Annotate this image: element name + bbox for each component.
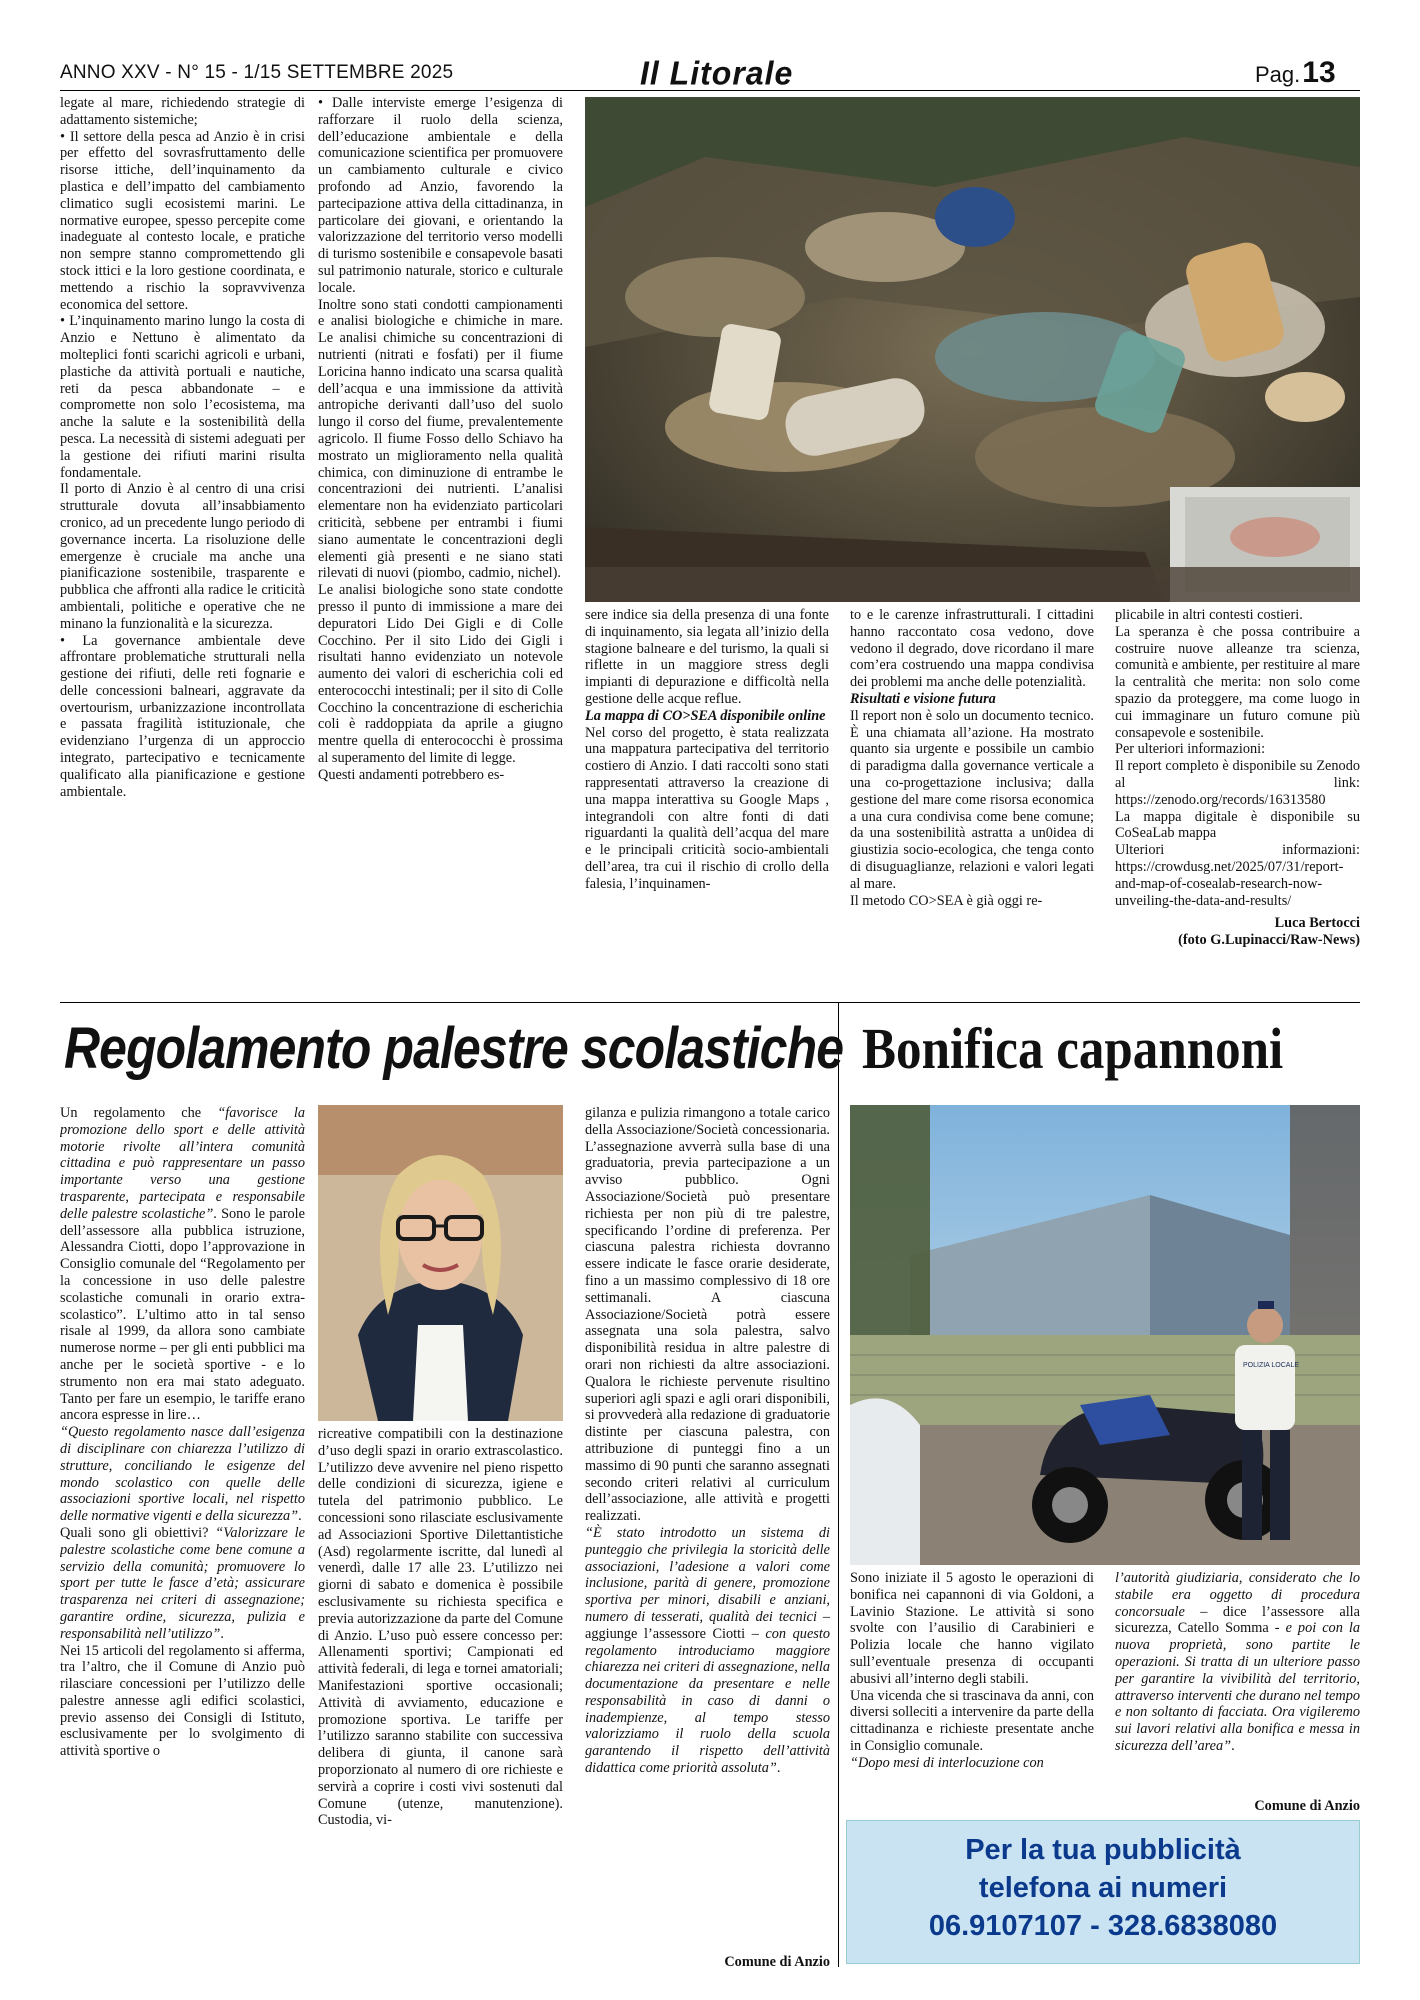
paragraph: La mappa digitale è disponibile su CoSeaLab mappa (1115, 808, 1360, 842)
paragraph: • Dalle interviste emerge l’esigenza di rafforzare il ruolo della scienza, dell’educazione ambientale e della comunicazione scientifica per promuovere un cambiamento culturale e civico profondo ad Anzio, favorendo la partecipazione attiva della cittadinanza, in particolare dei giovani, e orientando la valorizzazione del territorio verso modelli di turismo sostenibile e consapevole basati sul patrimonio naturale, storico e culturale locale. (318, 95, 563, 296)
paragraph: Le analisi biologiche sono state condotte presso il punto di immissione a mare dei depuratori Lido Dei Gigli e di Colle Cocchino. Per il sito Lido dei Gigli i risultati hanno evidenziato un notevole aumento dei valori di escherichia coli ed enterococchi intestinali; per il sito di Colle Cocchino la concentrazione di escherichia coli è raddoppiata da aprile a giugno mentre quella di enterococchi è prossima al superamento del limite di legge. (318, 582, 563, 767)
paragraph: plicabile in altri contesti costieri. (1115, 607, 1303, 623)
palestre-col1: Un regolamento che “favorisce la promozione dello sport e delle attività motorie rivolte all’intera comunità cittadina e può rappresentare un passo importante verso una gestione trasparente, partecipata e responsabile delle palestre scolastiche”. Sono le parole dell’assessore alla pubblica istruzione, Alessandra Ciotti, dopo l’approvazione in Consiglio comunale del “Regolamento per la concessione in uso delle palestre scolastiche comunali in orario extra-scolastico”. L’ultimo atto in tal senso risale al 1999, da allora sono cambiate numerose norme – per gli enti pubblici ma anche per le società sportive - e lo strumento non era mai stato adeguato. Tanto per fare un esempio, le tariffe erano ancora espresse in lire… “Questo regolamento nasce dall’esigenza di disciplinare con chiarezza l’utilizzo di strutture, conciliando le esigenze del mondo scolastico con quelle delle associazioni sportive locali, nel rispetto delle normative vigenti e della sicurezza”. Quali sono gli obiettivi? “Valorizzare le palestre scolastiche come bene comune a servizio della comunità; promuovere lo sport per tutte le fasce d’età; assicurare trasparenza nei criteri di assegnazione; garantire ordine, sicurezza, pulizia e responsabilità nell’utilizzo”. Nei 15 articoli del regolamento si afferma, tra l’altro, che il Comune di Anzio può rilasciare concessioni per l’utilizzo delle palestre annesse agli edifici scolastici, previo assenso dei Consigli di Istituto, esclusivamente per lo svolgimento di attività sportive o (60, 1105, 305, 1760)
page-number: Pag.13 (1255, 56, 1336, 89)
top-article-col5 (1115, 607, 1360, 990)
map-section-heading: La mappa di CO>SEA disponibile online (585, 707, 826, 724)
paragraph: Il report completo è disponibile su Zenodo al link: https://zenodo.org/records/16313580 (1115, 758, 1360, 808)
paragraph: Il porto di Anzio è al centro di una crisi strutturale dovuta all’insabbiamento cronico, ad un precedente lungo periodo di governance incerta. La risoluzione delle emergenze è cruciale ma anche una pianificazione sostenibile, trasparente e pubblica che affronti alla radice le criticità ambientali, politiche e operative che ne minano la funzionalità e la sicurezza. (60, 481, 305, 632)
photo-credit: (foto G.Lupinacci/Raw-News) (1178, 932, 1360, 949)
column-divider (838, 1002, 839, 1967)
advertising-box (846, 1820, 1360, 1964)
palestre-col2: ricreative compatibili con la destinazione d’uso degli spazi in orario extrascolastico. L’utilizzo deve avvenire nel pieno rispetto delle condizioni di sicurezza, igiene e tutela del patrimonio pubblico. Le concessioni sono rilasciate esclusivamente ad Associazioni Sportive Dilettantistiche (Asd) regolarmente iscritte, dal lunedì al venerdì, dalle 17 alle 23. L’utilizzo nei giorni di sabato e domenica è possibile esclusivamente su richiesta specifica e previa autorizzazione da parte del Comune di Anzio. L’uso può essere concesso per: Allenamenti sportivi; Campionati ed attività federali, di lega e tornei amatoriali; Manifestazioni sportive occasionali; Attività di avviamento, educazione e promozione sportiva. Le tariffe per l’utilizzo saranno stabilite con successiva delibera di giunta, il canone sarà proporzionato al numero di ore richieste e servirà a coprire i costi vivi sostenuti dal Comune (utenze, manutenzione). Custodia, vi- (318, 1426, 563, 1829)
author-name: Luca Bertocci (1274, 915, 1360, 932)
top-article-col1 (60, 95, 305, 990)
issue-info: ANNO XXV - N° 15 - 1/15 SETTEMBRE 2025 (60, 62, 454, 83)
results-section-heading: Risultati e visione futura (850, 690, 996, 707)
palestre-title: Regolamento palestre scolastiche (64, 1016, 844, 1081)
paragraph: • L’inquinamento marino lungo la costa di Anzio e Nettuno è alimentato da molteplici fonti scarichi agricoli e urbani, plastiche da attività portuali e nautiche, reti da pesca abbandonate – e compromette non solo l’ecosistema, ma anche la salute e la sostenibilità della pesca. La necessità di sistemi adeguati per la gestione dei rifiuti marini risulta fondamentale. (60, 313, 305, 481)
paragraph: Inoltre sono stati condotti campionamenti e analisi biologiche e chimiche in mare. Le analisi chimiche su concentrazioni di nutrienti (nitrati e fosfati) per il fiume Loricina hanno indicato una scarsa qualità dell’acqua e una immissione da attività antropiche derivanti dall’uso del suolo lungo il corso del fiume, prevalentemente agricolo. Il fiume Fosso dello Schiavo ha mostrato un miglioramento nella qualità chimica, con diminuzione di entrambe le concentrazioni dei nutrienti. L’analisi elementare non ha evidenziato particolari criticità, sebbene per entrambi i fiumi siano aumentate le concentrazioni degli elementi già presenti e ne siano stati rilevati di nuovi (piombo, cadmio, nichel). (318, 296, 563, 582)
top-article-col4 (850, 607, 1094, 990)
bonifica-signature: Comune di Anzio (1254, 1798, 1360, 1814)
paragraph: Il metodo CO>SEA è già oggi re- (850, 892, 1043, 909)
masthead: Il Litorale (640, 54, 794, 92)
paragraph: Nel corso del progetto, è stata realizzata una mappatura partecipativa del territorio costiero di Anzio. I dati raccolti sono stati rappresentati attraverso la creazione di una mappa interattiva su Google Maps , integrandoli con altre fonti di dati riguardanti la qualità dell’acqua del mare e le principali criticità socio-ambientali dell’area, tra cui il rischio di crollo della falesia, l’inquinamen- (585, 724, 829, 892)
bonifica-col2: l’autorità giudiziaria, considerato che lo stabile era oggetto di procedura concorsuale – dice l’assessore alla sicurezza, Catello Somma - e poi con la nuova proprietà, sono partite le operazioni. Si tratta di un ulteriore passo per garantire la vivibilità del territorio, attraverso interventi che durano nel tempo e non soltanto di facciata. Ora vigileremo sui lavori relativi alla bonifica e messa in sicurezza dell’area”. (1115, 1570, 1360, 1754)
paragraph: Questi andamenti potrebbero es- (318, 766, 505, 783)
paragraph: legate al mare, richiedendo strategie di adattamento sistemiche; (60, 95, 305, 128)
palestre-col3: gilanza e pulizia rimangono a totale carico della Associazione/Società concessionaria. L’assegnazione avverrà sulla base di una graduatoria, previa partecipazione a un avviso pubblico. Ogni Associazione/Società può presentare richiesta per non più di tre palestre, specificando l’ordine di preferenza. Per ciascuna palestra richiesta dovranno essere indicate le fasce orarie desiderate, fino a un massimo complessivo di 18 ore settimanali. A ciascuna Associazione/Società potrà essere assegnata una sola palestra, salvo disponibilità residua in altre palestre di orari non richiesti da altre associazioni. Qualora le richieste pervenute risultino superiori agli spazi e agli orari disponibili, si provvederà alla redazione di graduatorie distinte per ciascuna palestra, con attribuzione di punteggi fino a un massimo di 90 punti che saranno assegnati secondo criteri relativi al curriculum dell’associazione, alle attività e progetti realizzati. “È stato introdotto un sistema di punteggio che privilegia la storicità delle associazioni, l’adesione a valori come inclusione, parità di genere, promozione sportiva per minori, disabili e anziani, numero di tesserati, qualità dei tecnici – aggiunge l’assessore Ciotti – con questo regolamento introduciamo maggiore chiarezza nei criteri di assegnazione, nella documentazione da presentare e nelle responsabilità in caso di danni o inadempienze, al tempo stesso valorizziamo il ruolo della scuola garantendo il rispetto dell’attività didattica come priorità assoluta”. (585, 1105, 830, 1777)
police-label: POLIZIA LOCALE (1243, 1362, 1300, 1369)
section-divider (60, 1002, 1360, 1003)
paragraph: La speranza è che possa contribuire a costruire nuove alleanze tra scienza, comunità e ambiente, per restituire al mare la centralità che merita: non solo come spazio da proteggere, ma come luogo in cui immaginare un futuro comune più consapevole e sostenibile. (1115, 623, 1360, 741)
waste-photo (585, 97, 1360, 602)
top-article-col3 (585, 607, 829, 990)
palestre-signature: Comune di Anzio (724, 1954, 830, 1970)
paragraph: sere indice sia della presenza di una fonte di inquinamento, sia legata all’inizio della stagione balneare e del turismo, la quali si riflette in un maggiore stress degli impianti di depurazione e difficoltà nella gestione delle acque reflue. (585, 607, 829, 707)
bonifica-col1: Sono iniziate il 5 agosto le operazioni di bonifica nei capannoni di via Goldoni, a Lavinio Stazione. Le attività si sono svolte con l’ausilio di Carabinieri e Polizia locale che hanno vigilato sull’eventuale presenza di occupanti abusivi all’interno degli stabili. Una vicenda che si trascinava da anni, con diversi solleciti a intervenire da parte della cittadinanza e richieste presentate anche in Consiglio comunale. “Dopo mesi di interlocuzione con (850, 1570, 1094, 1771)
bonifica-photo (850, 1105, 1360, 1565)
paragraph: to e le carenze infrastrutturali. I cittadini hanno raccontato cosa vedono, dove vedono il degrado, dove ricordano il mare com’era costruendo una mappa condivisa dei problemi ma anche delle potenzialità. (850, 607, 1094, 691)
bonifica-title: Bonifica capannoni (862, 1016, 1284, 1081)
ad-line1: Per la tua pubblicità (965, 1834, 1241, 1866)
paragraph: • La governance ambientale deve affrontare problematiche strutturali nella gestione dei rifiuti, delle reti fognarie e delle concessioni balneari, aggravate da overtourism, urbanizzazione incontrollata e passata fragilità istituzionale, che evidenziano l’urgenza di un approccio integrato, partecipativo e tecnicamente qualificato alla pianificazione e gestione ambientale. (60, 632, 305, 800)
paragraph: Il report non è solo un documento tecnico. È una chiamata all’azione. Ha mostrato quanto sia urgente e possibile un cambio di paradigma dalla governance verticale a una co-progettazione inclusiva; dalla gestione del mare come risorsa economica a una cura condivisa come bene comune; da una sostenibilità astratta a un0idea di giustizia socio-ecologica, che tenga conto di disuguaglianze, relazioni e valori legati al mare. (850, 707, 1094, 892)
assessore-portrait (318, 1105, 563, 1421)
ad-phone-numbers: 06.9107107 - 328.6838080 (928, 1910, 1278, 1942)
paragraph: Per ulteriori informazioni: (1115, 741, 1266, 758)
paragraph: • Il settore della pesca ad Anzio è in crisi per effetto del sovrasfruttamento delle risorse ittiche, dell’inquinamento da plastica e dell’impatto del cambiamento climatico sugli ecosistemi marini. Le normative europee, spesso percepite come inadeguate al contesto locale, e pratiche non sempre stanno compromettendo gli stock ittici e la loro gestione coordinata, e mettendo a rischio la sopravvivenza economica del settore. (60, 128, 305, 313)
header-rule (60, 90, 1360, 91)
ad-line2: telefona ai numeri (978, 1872, 1228, 1904)
paragraph: Ulteriori informazioni: https://crowdusg.net/2025/07/31/report-and-map-of-cosealab-research-now-unveiling-the-data-and-results/ (1115, 842, 1360, 909)
top-article-col2 (318, 95, 563, 990)
